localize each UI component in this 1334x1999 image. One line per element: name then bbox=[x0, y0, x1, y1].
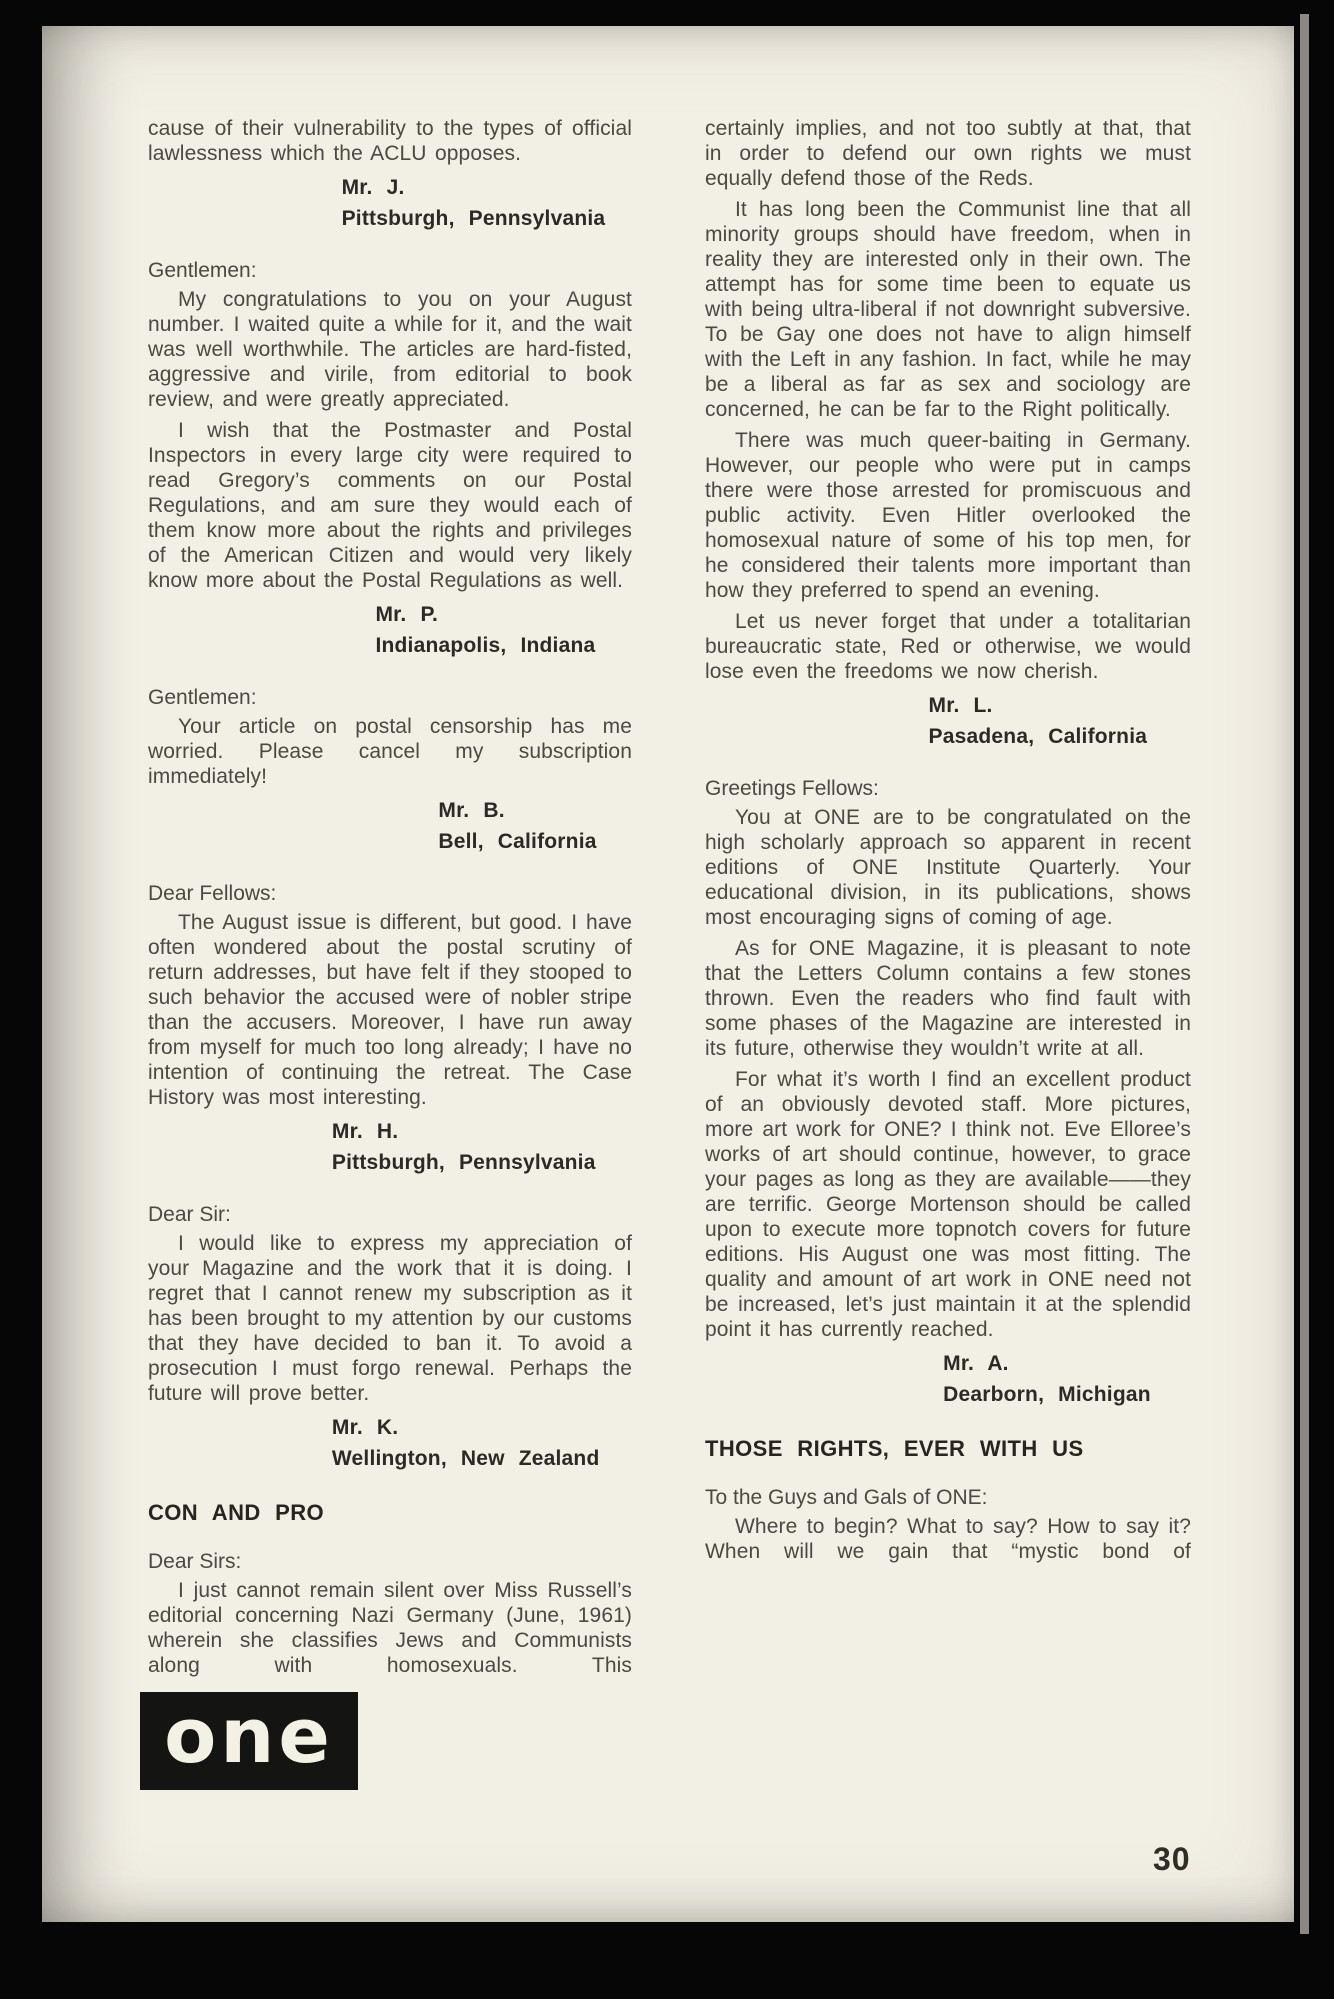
letter-paragraph: certainly implies, and not too subtly at that, that in order to defend our own rights we must equally defend those of the Reds. bbox=[705, 117, 1191, 190]
signature-name: Mr. K. bbox=[331, 1416, 399, 1439]
signature-place: Wellington, New Zealand bbox=[331, 1447, 600, 1470]
signature-name: Mr. H. bbox=[331, 1120, 399, 1143]
letter-signature bbox=[332, 1116, 632, 1178]
signature-place: Pittsburgh, Pennsylvania bbox=[341, 207, 606, 230]
magazine-page bbox=[42, 26, 1294, 1922]
letter-salutation: Dear Sirs: bbox=[148, 1550, 242, 1573]
letter-signature bbox=[375, 599, 632, 661]
letter-paragraph: As for ONE Magazine, it is pleasant to note that the Letters Column contains a few stones thrown. Even the readers who find fault with some phases of the Magazine are interested in its future, otherwise they wouldn’t write at all. bbox=[705, 937, 1191, 1060]
letter-paragraph: It has long been the Communist line that all minority groups should have freedom, when in reality they are interested only in their own. The attempt has for some time been to equate us with being ultra-liberal if not downright subversive. To be Gay one does not have to align himself with the Left in any fashion. In fact, while he may be a liberal as far as sex and sociology are concerned, he can be far to the Right politically. bbox=[705, 198, 1191, 421]
letter-signature bbox=[943, 1348, 1191, 1410]
letter-signature bbox=[929, 690, 1191, 752]
right-column bbox=[705, 116, 1191, 1570]
letter-paragraph: Your article on postal censorship has me worried. Please cancel my subscription immediately! bbox=[148, 715, 632, 788]
letter-paragraph: Where to begin? What to say? How to say it? When will we gain that “mystic bond of bbox=[705, 1515, 1191, 1563]
letter-paragraph: The August issue is different, but good. I have often wondered about the postal scrutiny of return addresses, but have felt if they stooped to such behavior the accused were of nobler stripe than the accusers. Moreover, I have run away from myself for much too long already; I have no intention of continuing the retreat. The Case History was most interesting. bbox=[148, 911, 632, 1109]
letter-salutation: Greetings Fellows: bbox=[705, 777, 879, 800]
signature-place: Pittsburgh, Pennsylvania bbox=[331, 1151, 596, 1174]
signature-name: Mr. A. bbox=[943, 1352, 1009, 1375]
signature-place: Dearborn, Michigan bbox=[943, 1383, 1151, 1406]
left-column bbox=[148, 116, 632, 1790]
letter-paragraph: You at ONE are to be congratulated on the high scholarly approach so apparent in recent editions of ONE Institute Quarterly. Your educational division, in its publications, shows most encouraging signs of coming of age. bbox=[705, 806, 1191, 929]
signature-place: Bell, California bbox=[438, 830, 597, 853]
letter-salutation: Dear Fellows: bbox=[148, 882, 277, 905]
letter-paragraph: Let us never forget that under a totalitarian bureaucratic state, Red or otherwise, we would lose even the freedoms we now cherish. bbox=[705, 610, 1191, 683]
letter-paragraph: I just cannot remain silent over Miss Russell’s editorial concerning Nazi Germany (June, 1961) wherein she classifies Jews and Communists along with homosexuals. This bbox=[148, 1579, 632, 1677]
one-magazine-logo bbox=[140, 1692, 358, 1790]
letter-paragraph: My congratulations to you on your August number. I waited quite a while for it, and the wait was well worthwhile. The articles are hard-fisted, aggressive and virile, from editorial to book review, and were greatly appreciated. bbox=[148, 288, 632, 411]
page-number: 30 bbox=[1153, 1841, 1191, 1877]
one-logo-text: one bbox=[164, 1691, 334, 1780]
section-heading-con-and-pro: CON AND PRO bbox=[148, 1500, 325, 1525]
letter-paragraph: I wish that the Postmaster and Postal Inspectors in every large city were required to read Gregory’s comments on our Postal Regulations, and am sure they would each of them know more about the rights and privileges of the American Citizen and would very likely know more about the Postal Regulations as well. bbox=[148, 419, 632, 592]
letter-signature bbox=[342, 172, 632, 234]
signature-place: Indianapolis, Indiana bbox=[375, 634, 596, 657]
letter-salutation: Gentlemen: bbox=[148, 259, 257, 282]
letter-salutation: Dear Sir: bbox=[148, 1203, 231, 1226]
letter-salutation: To the Guys and Gals of ONE: bbox=[705, 1486, 988, 1509]
letter-signature bbox=[438, 795, 632, 857]
signature-name: Mr. B. bbox=[438, 799, 505, 822]
signature-name: Mr. P. bbox=[375, 603, 438, 626]
letter-paragraph: cause of their vulnerability to the types of official lawlessness which the ACLU opposes. bbox=[148, 117, 632, 165]
section-heading-those-rights: THOSE RIGHTS, EVER WITH US bbox=[705, 1436, 1084, 1461]
signature-name: Mr. L. bbox=[928, 694, 993, 717]
letter-salutation: Gentlemen: bbox=[148, 686, 257, 709]
page-edge-strip bbox=[1300, 14, 1309, 1934]
signature-name: Mr. J. bbox=[341, 176, 405, 199]
letter-signature bbox=[332, 1412, 632, 1474]
letter-paragraph: There was much queer-baiting in Germany. However, our people who were put in camps there were those arrested for promiscuous and public activity. Even Hitler overlooked the homosexual nature of some of his top men, for he considered their talents more important than how they preferred to spend an evening. bbox=[705, 429, 1191, 602]
letter-paragraph: For what it’s worth I find an excellent product of an obviously devoted staff. More pictures, more art work for ONE? I think not. Eve Elloree’s works of art should continue, however, to grace your pages as long as they are available——they are terrific. George Mortenson should be called upon to execute more topnotch covers for future editions. His August one was most fitting. The quality and amount of art work in ONE need not be increased, let’s just maintain it at the splendid point it has currently reached. bbox=[705, 1068, 1191, 1341]
signature-place: Pasadena, California bbox=[928, 725, 1148, 748]
letter-paragraph: I would like to express my appreciation of your Magazine and the work that it is doing. I regret that I cannot renew my subscription as it has been brought to my attention by our customs that they have decided to ban it. To avoid a prosecution I must forgo renewal. Perhaps the future will prove better. bbox=[148, 1232, 632, 1405]
